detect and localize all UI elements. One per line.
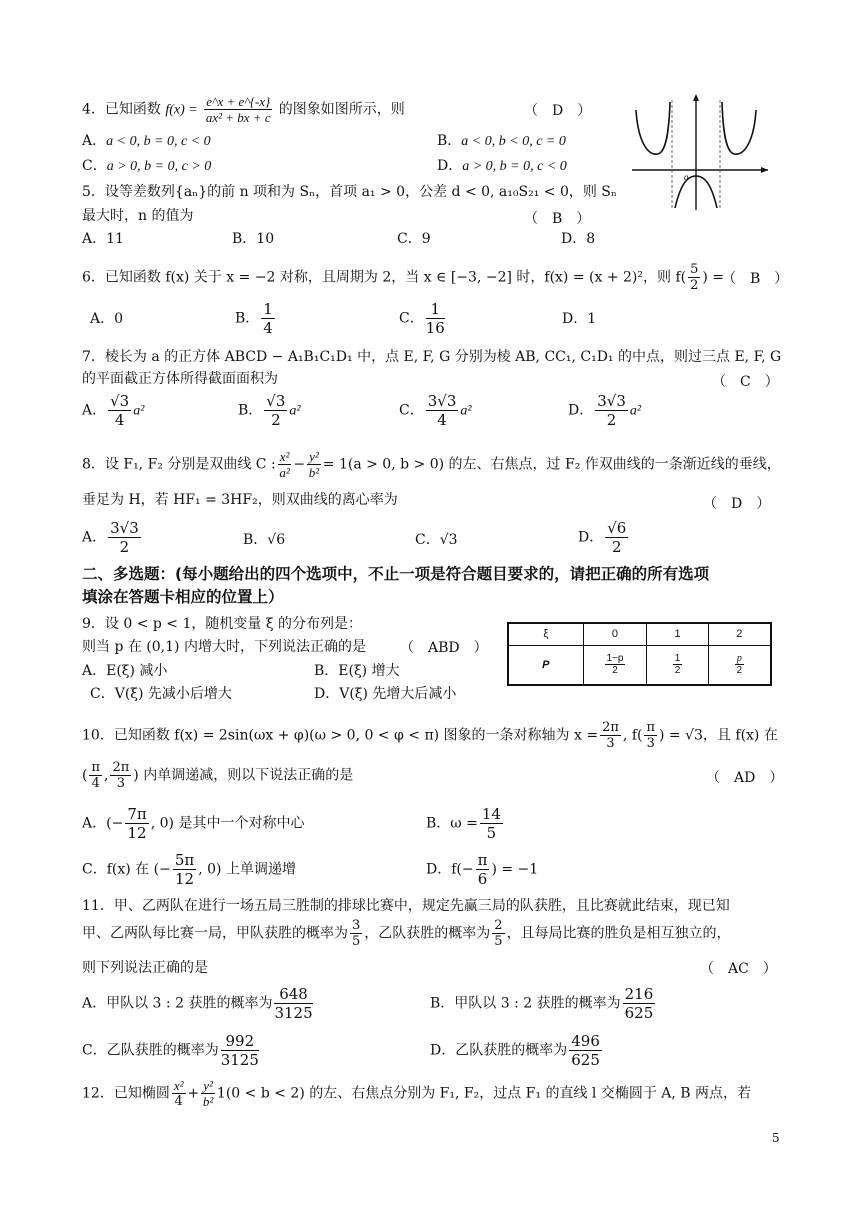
q9-option-c: C．V(ξ) 先减小后增大: [90, 686, 232, 702]
q8-option-a: A． $\frac{3√3}{2}$: [82, 519, 139, 556]
q6-option-c: C． $\frac{1}{16}$: [399, 300, 445, 337]
q6-option-b: B． $\frac{1}{4}$: [235, 300, 273, 337]
q4-option-b: B．a < 0, b < 0, c = 0: [437, 133, 566, 149]
q8-stem-line1: 8．设 F₁, F₂ 分别是双曲线 C : $\frac{\text{x²}}{\text{a²}}$ − $\frac{\text{y²}}{\text{b²}}$ = 1(a > 0, b > 0) 的左、右焦点，过 F₂ 作双曲线的一条渐近线的垂线，: [82, 449, 781, 480]
graph-right-branch: [722, 102, 756, 154]
q9-option-d: D．V(ξ) 先增大后减小: [314, 686, 457, 702]
q6-stem: 6．已知函数 f(x) 关于 x = −2 对称，且周期为 2，当 x ∈ [−3, −2] 时，f(x) = (x + 2)²，则 f( $\frac{5}{2}$ ) =: [82, 262, 725, 293]
table-header-xi: ξ: [508, 623, 583, 645]
table-header-1: 1: [647, 623, 708, 645]
q5-option-d: D．8: [561, 231, 596, 247]
table-cell-p0: $\frac{1-p}{2}$: [583, 645, 647, 685]
q4-function-graph: [628, 92, 770, 212]
q9-stem-line2: 则当 p 在 (0,1) 内增大时，下列说法正确的是: [82, 639, 366, 655]
q11-option-c: C．乙队获胜的概率为 $\frac{992}{3125}$: [82, 1032, 259, 1069]
q9-distribution-table: [507, 622, 772, 686]
q8-stem-line2: 垂足为 H，若 HF₁ = 3HF₂，则双曲线的离心率为: [82, 492, 398, 508]
q5-stem-line2: 最大时，n 的值为: [82, 208, 194, 224]
q10-stem-line2: ( $\frac{\pi}{4}$ , $\frac{2\pi}{3}$ ) 内单调递减，则以下说法正确的是: [82, 760, 354, 791]
q7-option-a: A． $\frac{√3}{4}$ a²: [82, 392, 145, 429]
q4-option-a: A．a < 0, b = 0, c < 0: [82, 133, 211, 149]
q11-stem-line3: 则下列说法正确的是: [82, 960, 208, 976]
q7-stem-line2: 的平面截正方体所得截面面积为: [82, 371, 278, 387]
q5-option-b: B．10: [232, 231, 275, 247]
q4-option-c: C．a > 0, b = 0, c > 0: [82, 158, 212, 174]
section2-heading-line2: 填涂在答题卡相应的位置上）: [82, 588, 284, 606]
q6-option-a: A．0: [90, 311, 124, 327]
q9-option-a: A．E(ξ) 减小: [82, 663, 168, 679]
q6-option-d: D．1: [562, 311, 597, 327]
q10-option-c: C．f(x) 在 (− $\frac{5\pi}{12}$ , 0) 上单调递增: [82, 851, 296, 888]
q4-answer: （ D ）: [524, 103, 592, 119]
q11-answer: （ AC ）: [700, 961, 777, 977]
q8-option-b: B．√6: [243, 532, 286, 548]
q8-option-d: D． $\frac{√6}{2}$: [578, 519, 627, 556]
q9-stem-line1: 9．设 0 < p < 1，随机变量 ξ 的分布列是：: [82, 616, 363, 632]
table-cell-p2: $\frac{p}{2}$: [708, 645, 771, 685]
section2-heading-line1: 二、多选题：(每小题给出的四个选项中，不止一项是符合题目要求的，请把正确的所有选项: [82, 565, 710, 583]
q7-answer: （ C ）: [712, 374, 779, 390]
q5-option-a: A．11: [82, 231, 124, 247]
q10-option-a: A．(− $\frac{7\pi}{12}$ , 0) 是其中一个对称中心: [82, 805, 305, 842]
table-cell-p1: $\frac{1}{2}$: [647, 645, 708, 685]
q10-answer: （ AD ）: [706, 770, 784, 786]
q4-option-d: D．a > 0, b = 0, c < 0: [437, 158, 567, 174]
q12-stem: 12．已知椭圆 $\frac{\text{x²}}{4}$ + $\frac{\text{y²}}{\text{b²}}$ 1(0 < b < 2) 的左、右焦点分别为 F₁, F₂，过点 F₁ 的直线 l 交椭圆于 A, B 两点，若: [82, 1078, 752, 1109]
page-number: 5: [772, 1131, 780, 1145]
q5-answer: （ B ）: [524, 211, 591, 227]
table-header-0: 0: [583, 623, 647, 645]
q9-option-b: B．E(ξ) 增大: [314, 663, 400, 679]
q11-option-b: B．甲队以 3 : 2 获胜的概率为 $\frac{216}{625}$: [430, 985, 654, 1022]
q10-stem-line1: 10．已知函数 f(x) = 2sin(ωx + φ)(ω > 0, 0 < φ < π) 图象的一条对称轴为 x = $\frac{2\pi}{3}$ , f( $\frac{\pi}{3}$ ) = √3，且 f(x) 在: [82, 720, 778, 751]
q11-stem-line2: 甲、乙两队每比赛一局，甲队获胜的概率为 $\frac{3}{5}$ ，乙队获胜的概率为 $\frac{2}{5}$ ，且每局比赛的胜负是相互独立的，: [82, 918, 731, 949]
table-row-p: P: [508, 645, 583, 685]
q5-stem-line1: 5．设等差数列{aₙ}的前 n 项和为 Sₙ，首项 a₁ > 0，公差 d < 0, a₁₀S₂₁ < 0，则 Sₙ: [82, 184, 617, 200]
q5-option-c: C．9: [397, 231, 431, 247]
q8-option-c: C．√3: [415, 532, 458, 548]
q9-answer: （ ABD ）: [400, 640, 488, 656]
q11-stem-line1: 11．甲、乙两队在进行一场五局三胜制的排球比赛中，规定先赢三局的队获胜，且比赛就此结束，现已知: [82, 898, 730, 914]
q4-stem: 4．已知函数 f(x) = $\frac{e\^{}x + e\^{}\{-x\}}{\text{ax² + bx + c}}$ 的图象如图所示，则: [82, 94, 405, 125]
q6-answer: （ B ）: [722, 271, 789, 287]
svg-text:o: o: [684, 172, 689, 182]
table-header-2: 2: [708, 623, 771, 645]
q8-answer: （ D ）: [703, 496, 771, 512]
q7-option-b: B． $\frac{√3}{2}$ a²: [238, 392, 301, 429]
q10-option-d: D．f(− $\frac{\pi}{6}$ ) = −1: [426, 851, 539, 888]
q7-option-c: C． $\frac{3√3}{4}$ a²: [399, 392, 472, 429]
graph-left-branch: [636, 102, 670, 154]
q7-stem-line1: 7．棱长为 a 的正方体 ABCD − A₁B₁C₁D₁ 中，点 E, F, G 分别为棱 AB, CC₁, C₁D₁ 的中点，则过三点 E, F, G: [82, 349, 782, 365]
q11-option-a: A．甲队以 3 : 2 获胜的概率为 $\frac{648}{3125}$: [82, 985, 313, 1022]
q7-option-d: D． $\frac{3√3}{2}$ a²: [568, 392, 642, 429]
q10-option-b: B．ω = $\frac{14}{5}$: [426, 805, 501, 842]
q11-option-d: D．乙队获胜的概率为 $\frac{496}{625}$: [430, 1032, 600, 1069]
